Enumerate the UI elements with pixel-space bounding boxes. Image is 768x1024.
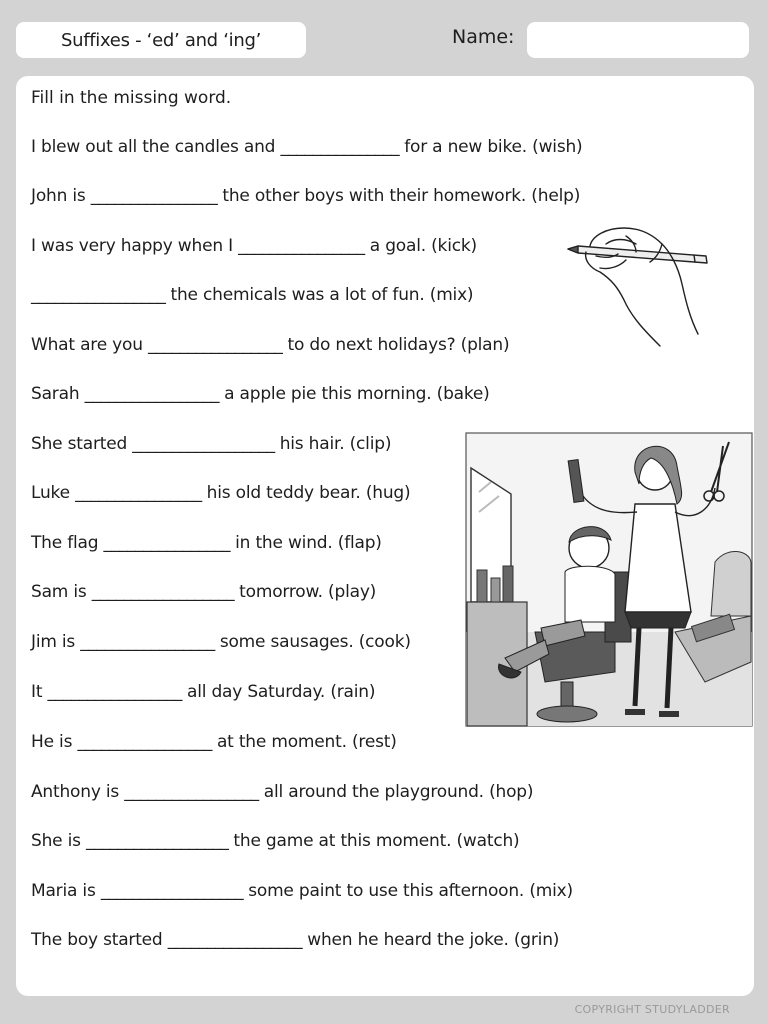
- question-17: [31, 930, 559, 950]
- answer-blank[interactable]: __________________: [100, 881, 244, 901]
- question-12: [31, 682, 375, 702]
- question-5: [31, 335, 509, 355]
- answer-blank[interactable]: ________________: [90, 186, 218, 206]
- worksheet-title-text: Suffixes - ‘ed’ and ‘ing’: [60, 29, 262, 51]
- question-text: in the wind. (flap): [229, 533, 382, 553]
- instructions: Fill in the missing word.: [31, 88, 232, 108]
- question-text: the chemicals was a lot of fun. (mix): [165, 285, 474, 305]
- question-14: [31, 782, 533, 802]
- question-7: [31, 434, 391, 454]
- question-text: his hair. (clip): [274, 434, 392, 454]
- hand-holding-pencil-icon: [566, 222, 716, 357]
- question-text: some sausages. (cook): [214, 632, 411, 652]
- question-text: the other boys with their homework. (help): [217, 186, 581, 206]
- question-text: Anthony is: [31, 782, 125, 802]
- question-11: [31, 632, 411, 652]
- question-text: some paint to use this afternoon. (mix): [243, 881, 573, 901]
- answer-blank[interactable]: _________________: [47, 682, 182, 702]
- question-text: I blew out all the candles and: [31, 137, 281, 157]
- question-text: tomorrow. (play): [233, 582, 377, 602]
- question-text: She is: [31, 831, 87, 851]
- question-1: [31, 137, 583, 157]
- question-text: for a new bike. (wish): [399, 137, 583, 157]
- question-13: [31, 732, 397, 752]
- answer-blank[interactable]: _________________: [84, 384, 219, 404]
- question-3: [31, 236, 477, 256]
- answer-blank[interactable]: _________________: [31, 285, 166, 305]
- question-text: The boy started: [31, 930, 168, 950]
- answer-blank[interactable]: _________________: [167, 930, 303, 950]
- answer-blank[interactable]: ________________: [238, 236, 365, 256]
- answer-blank[interactable]: ________________: [103, 533, 230, 553]
- question-16: [31, 881, 573, 901]
- question-8: [31, 483, 410, 503]
- question-text: What are you: [31, 335, 149, 355]
- question-4: [31, 285, 473, 305]
- question-text: It: [31, 682, 48, 702]
- question-text: Jim is: [31, 632, 81, 652]
- name-field[interactable]: [527, 22, 749, 58]
- answer-blank[interactable]: __________________: [132, 434, 275, 454]
- question-text: a apple pie this morning. (bake): [218, 384, 490, 404]
- question-text: when he heard the joke. (grin): [302, 930, 560, 950]
- question-text: his old teddy bear. (hug): [201, 483, 411, 503]
- question-10: [31, 582, 376, 602]
- question-text: He is: [31, 732, 78, 752]
- answer-blank[interactable]: _________________: [148, 335, 283, 355]
- question-text: Sam is: [31, 582, 92, 602]
- question-text: I was very happy when I: [31, 236, 239, 256]
- name-label: Name:: [452, 26, 515, 48]
- question-text: all day Saturday. (rain): [181, 682, 376, 702]
- question-text: all around the playground. (hop): [258, 782, 534, 802]
- question-text: Sarah: [31, 384, 85, 404]
- question-text: to do next holidays? (plan): [282, 335, 510, 355]
- question-text: John is: [31, 186, 91, 206]
- answer-blank[interactable]: __________________: [86, 831, 229, 851]
- copyright-text: COPYRIGHT STUDYLADDER: [574, 1003, 730, 1016]
- hairdresser-cutting-boy-hair-icon: [465, 432, 753, 727]
- answer-blank[interactable]: _________________: [77, 732, 212, 752]
- question-6: [31, 384, 490, 404]
- question-text: The flag: [31, 533, 104, 553]
- question-text: Maria is: [31, 881, 101, 901]
- answer-blank[interactable]: _________________: [80, 632, 215, 652]
- question-text: Luke: [31, 483, 76, 503]
- question-9: [31, 533, 382, 553]
- answer-blank[interactable]: __________________: [91, 582, 234, 602]
- answer-blank[interactable]: _________________: [124, 782, 259, 802]
- answer-blank[interactable]: ________________: [75, 483, 202, 503]
- question-text: at the moment. (rest): [211, 732, 397, 752]
- question-15: [31, 831, 519, 851]
- question-text: a goal. (kick): [364, 236, 477, 256]
- question-2: [31, 186, 580, 206]
- question-text: the game at this moment. (watch): [228, 831, 520, 851]
- answer-blank[interactable]: _______________: [280, 137, 399, 157]
- worksheet-title: [16, 22, 306, 58]
- question-text: She started: [31, 434, 133, 454]
